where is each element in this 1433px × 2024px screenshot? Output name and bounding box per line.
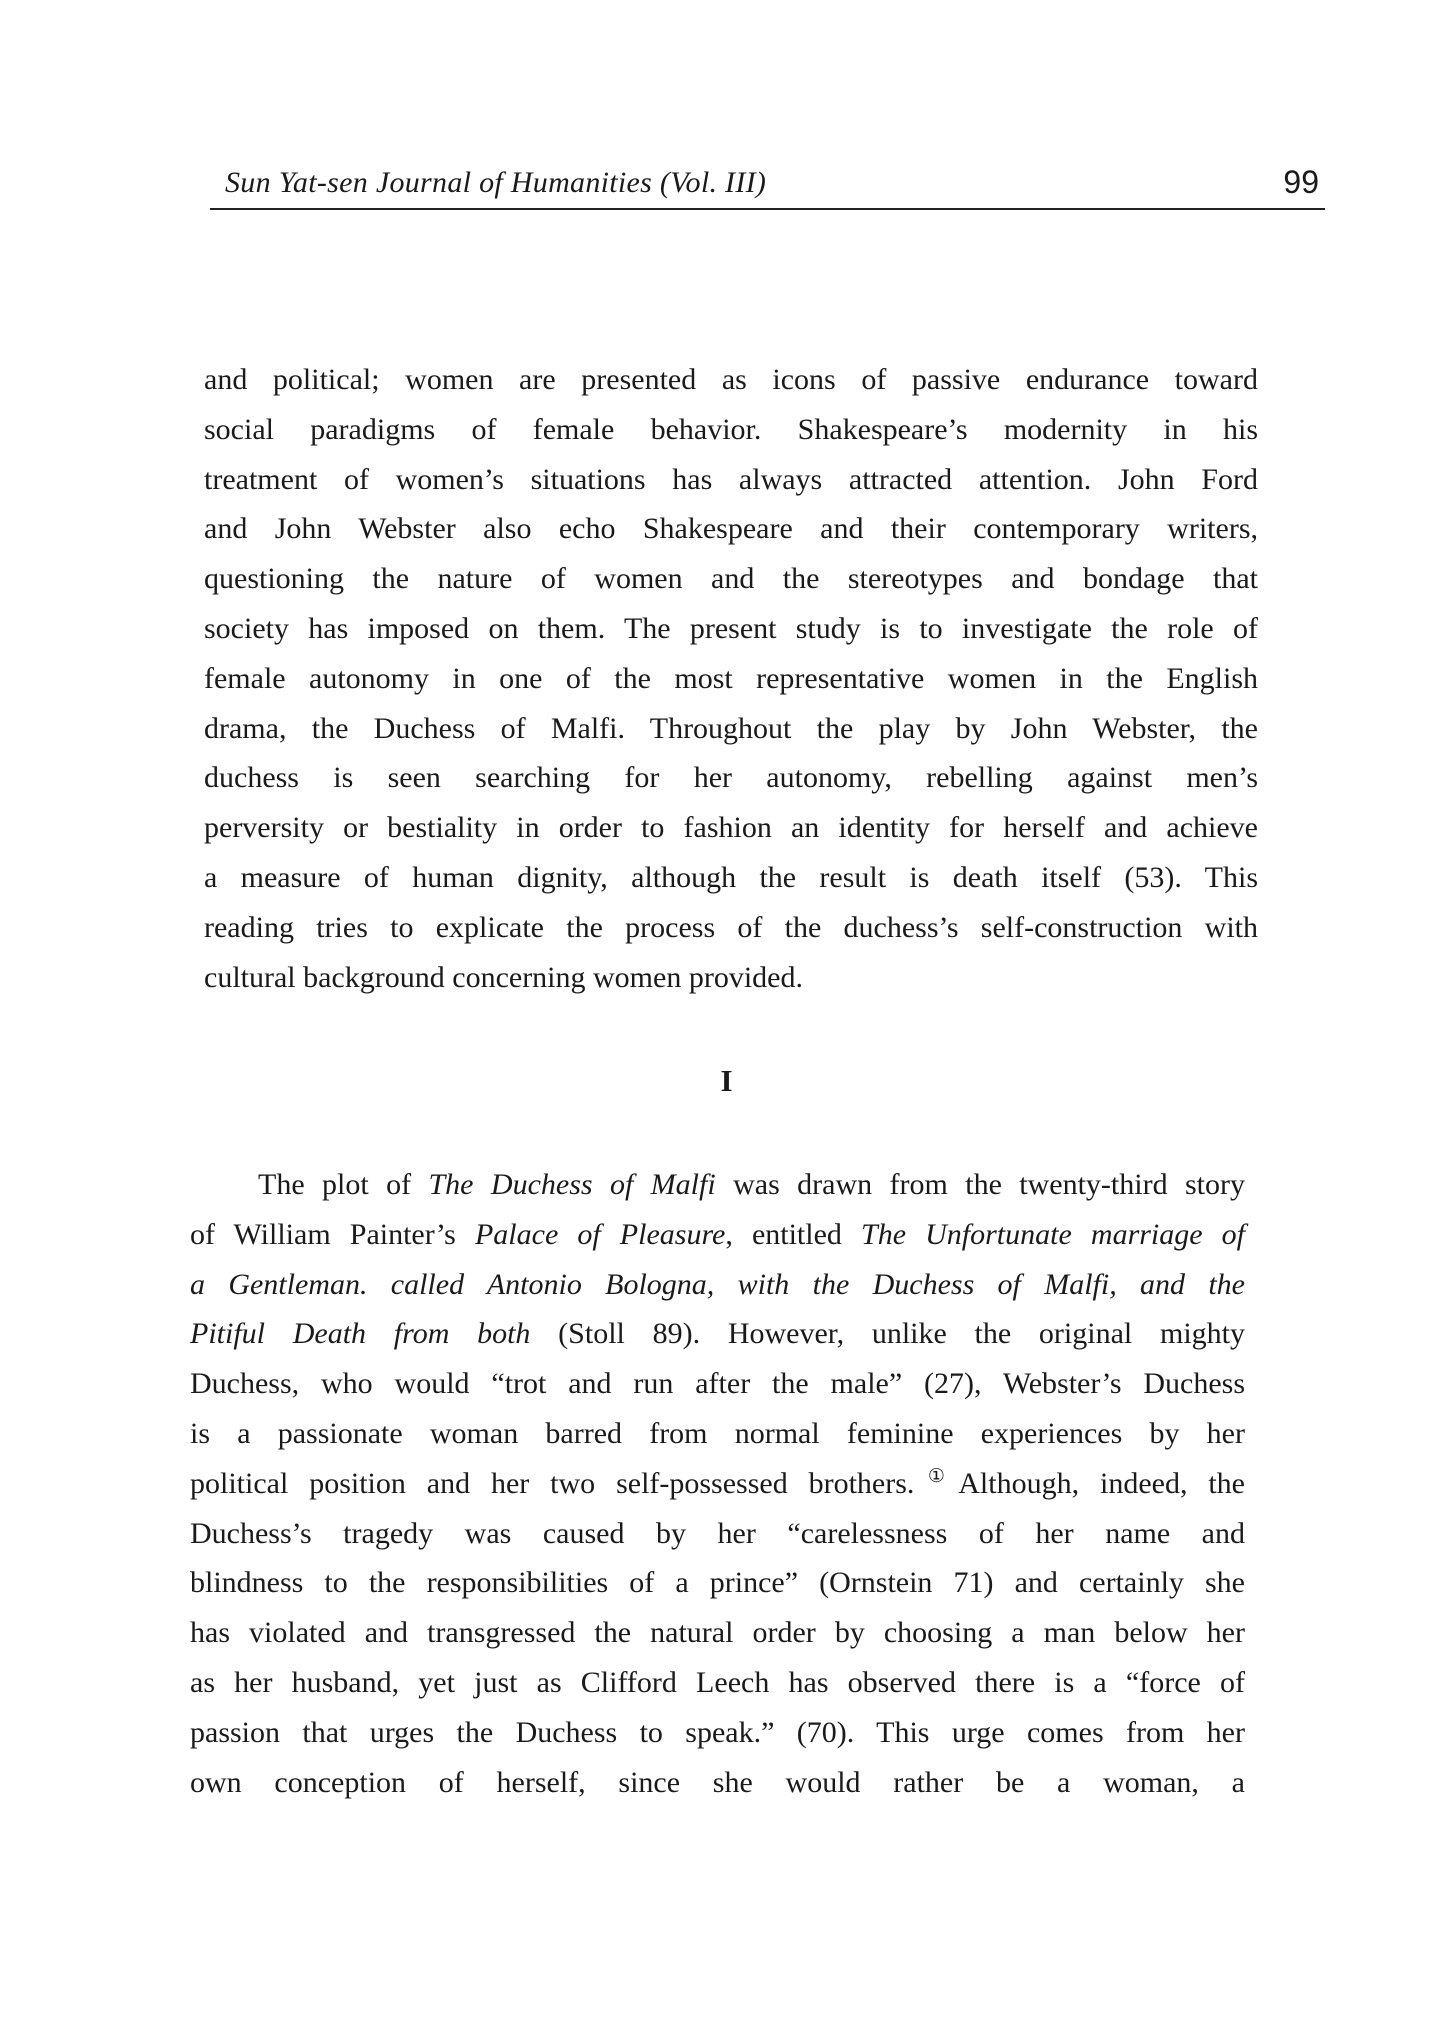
text-line: female autonomy in one of the most representative women in the English <box>204 661 1258 695</box>
text-line <box>190 1160 1245 1210</box>
text-run: The plot of <box>258 1168 429 1201</box>
text-run: , entitled <box>725 1217 862 1251</box>
journal-title: Sun Yat-sen Journal of Humanities (Vol. III) <box>225 166 767 199</box>
text-line: a measure of human dignity, although the result is death itself (53). This <box>204 860 1258 894</box>
text-line: blindness to the responsibilities of a prince” (Ornstein 71) and certainly she <box>190 1566 1245 1600</box>
text-line: own conception of herself, since she would rather be a woman, a <box>190 1765 1245 1799</box>
running-header <box>210 162 1325 210</box>
text-line: Duchess’s tragedy was caused by her “carelessness of her name and <box>190 1516 1245 1550</box>
text-line: questioning the nature of women and the stereotypes and bondage that <box>204 562 1258 596</box>
text-line <box>190 1459 1245 1509</box>
text-line: perversity or bestiality in order to fashion an identity for herself and achieve <box>204 811 1258 845</box>
text-run: political position and her two self-possessed brothers. <box>190 1466 915 1500</box>
body-paragraph-1 <box>204 355 1258 1002</box>
text-line <box>190 1260 1245 1310</box>
italic-title: a Gentleman. called Antonio Bologna, with the Duchess of Malfi, and the <box>190 1267 1245 1301</box>
text-line: passion that urges the Duchess to speak.” (70). This urge comes from her <box>190 1715 1245 1749</box>
body-paragraph-2 <box>190 1160 1245 1807</box>
text-run: (Stoll 89). However, unlike the original mighty <box>530 1317 1245 1351</box>
text-run: of William Painter’s <box>190 1217 475 1251</box>
italic-title: The Duchess of Malfi <box>428 1168 716 1201</box>
text-line <box>190 1210 1245 1260</box>
text-line: and political; women are presented as icons of passive endurance toward <box>204 363 1258 396</box>
text-line: and John Webster also echo Shakespeare and their contemporary writers, <box>204 512 1258 546</box>
text-run: Although, indeed, the <box>958 1466 1245 1500</box>
text-line: reading tries to explicate the process of the duchess’s self-construction with <box>204 910 1258 944</box>
text-line: drama, the Duchess of Malfi. Throughout the play by John Webster, the <box>204 711 1258 745</box>
text-line: is a passionate woman barred from normal feminine experiences by her <box>190 1416 1245 1450</box>
text-line: society has imposed on them. The present study is to investigate the role of <box>204 611 1258 645</box>
text-line: cultural background concerning women provided. <box>204 960 803 994</box>
text-line: treatment of women’s situations has always attracted attention. John Ford <box>204 462 1258 496</box>
page-number: 99 <box>1283 164 1319 200</box>
section-heading: I <box>720 1063 733 1098</box>
text-line: has violated and transgressed the natural order by choosing a man below her <box>190 1616 1245 1650</box>
text-line: duchess is seen searching for her autonomy, rebelling against men’s <box>204 761 1258 795</box>
text-line <box>190 1309 1245 1359</box>
text-line: Duchess, who would “trot and run after the male” (27), Webster’s Duchess <box>190 1367 1245 1401</box>
text-run: was drawn from the twenty-third story <box>715 1168 1245 1201</box>
text-line: social paradigms of female behavior. Shakespeare’s modernity in his <box>204 412 1258 446</box>
italic-title: Pitiful Death from both <box>190 1317 531 1351</box>
text-line: as her husband, yet just as Clifford Leech has observed there is a “force of <box>190 1665 1245 1699</box>
italic-title: The Unfortunate marriage of <box>861 1217 1246 1251</box>
italic-title: Palace of Pleasure <box>474 1217 726 1251</box>
footnote-marker[interactable]: ① <box>914 1465 959 1487</box>
